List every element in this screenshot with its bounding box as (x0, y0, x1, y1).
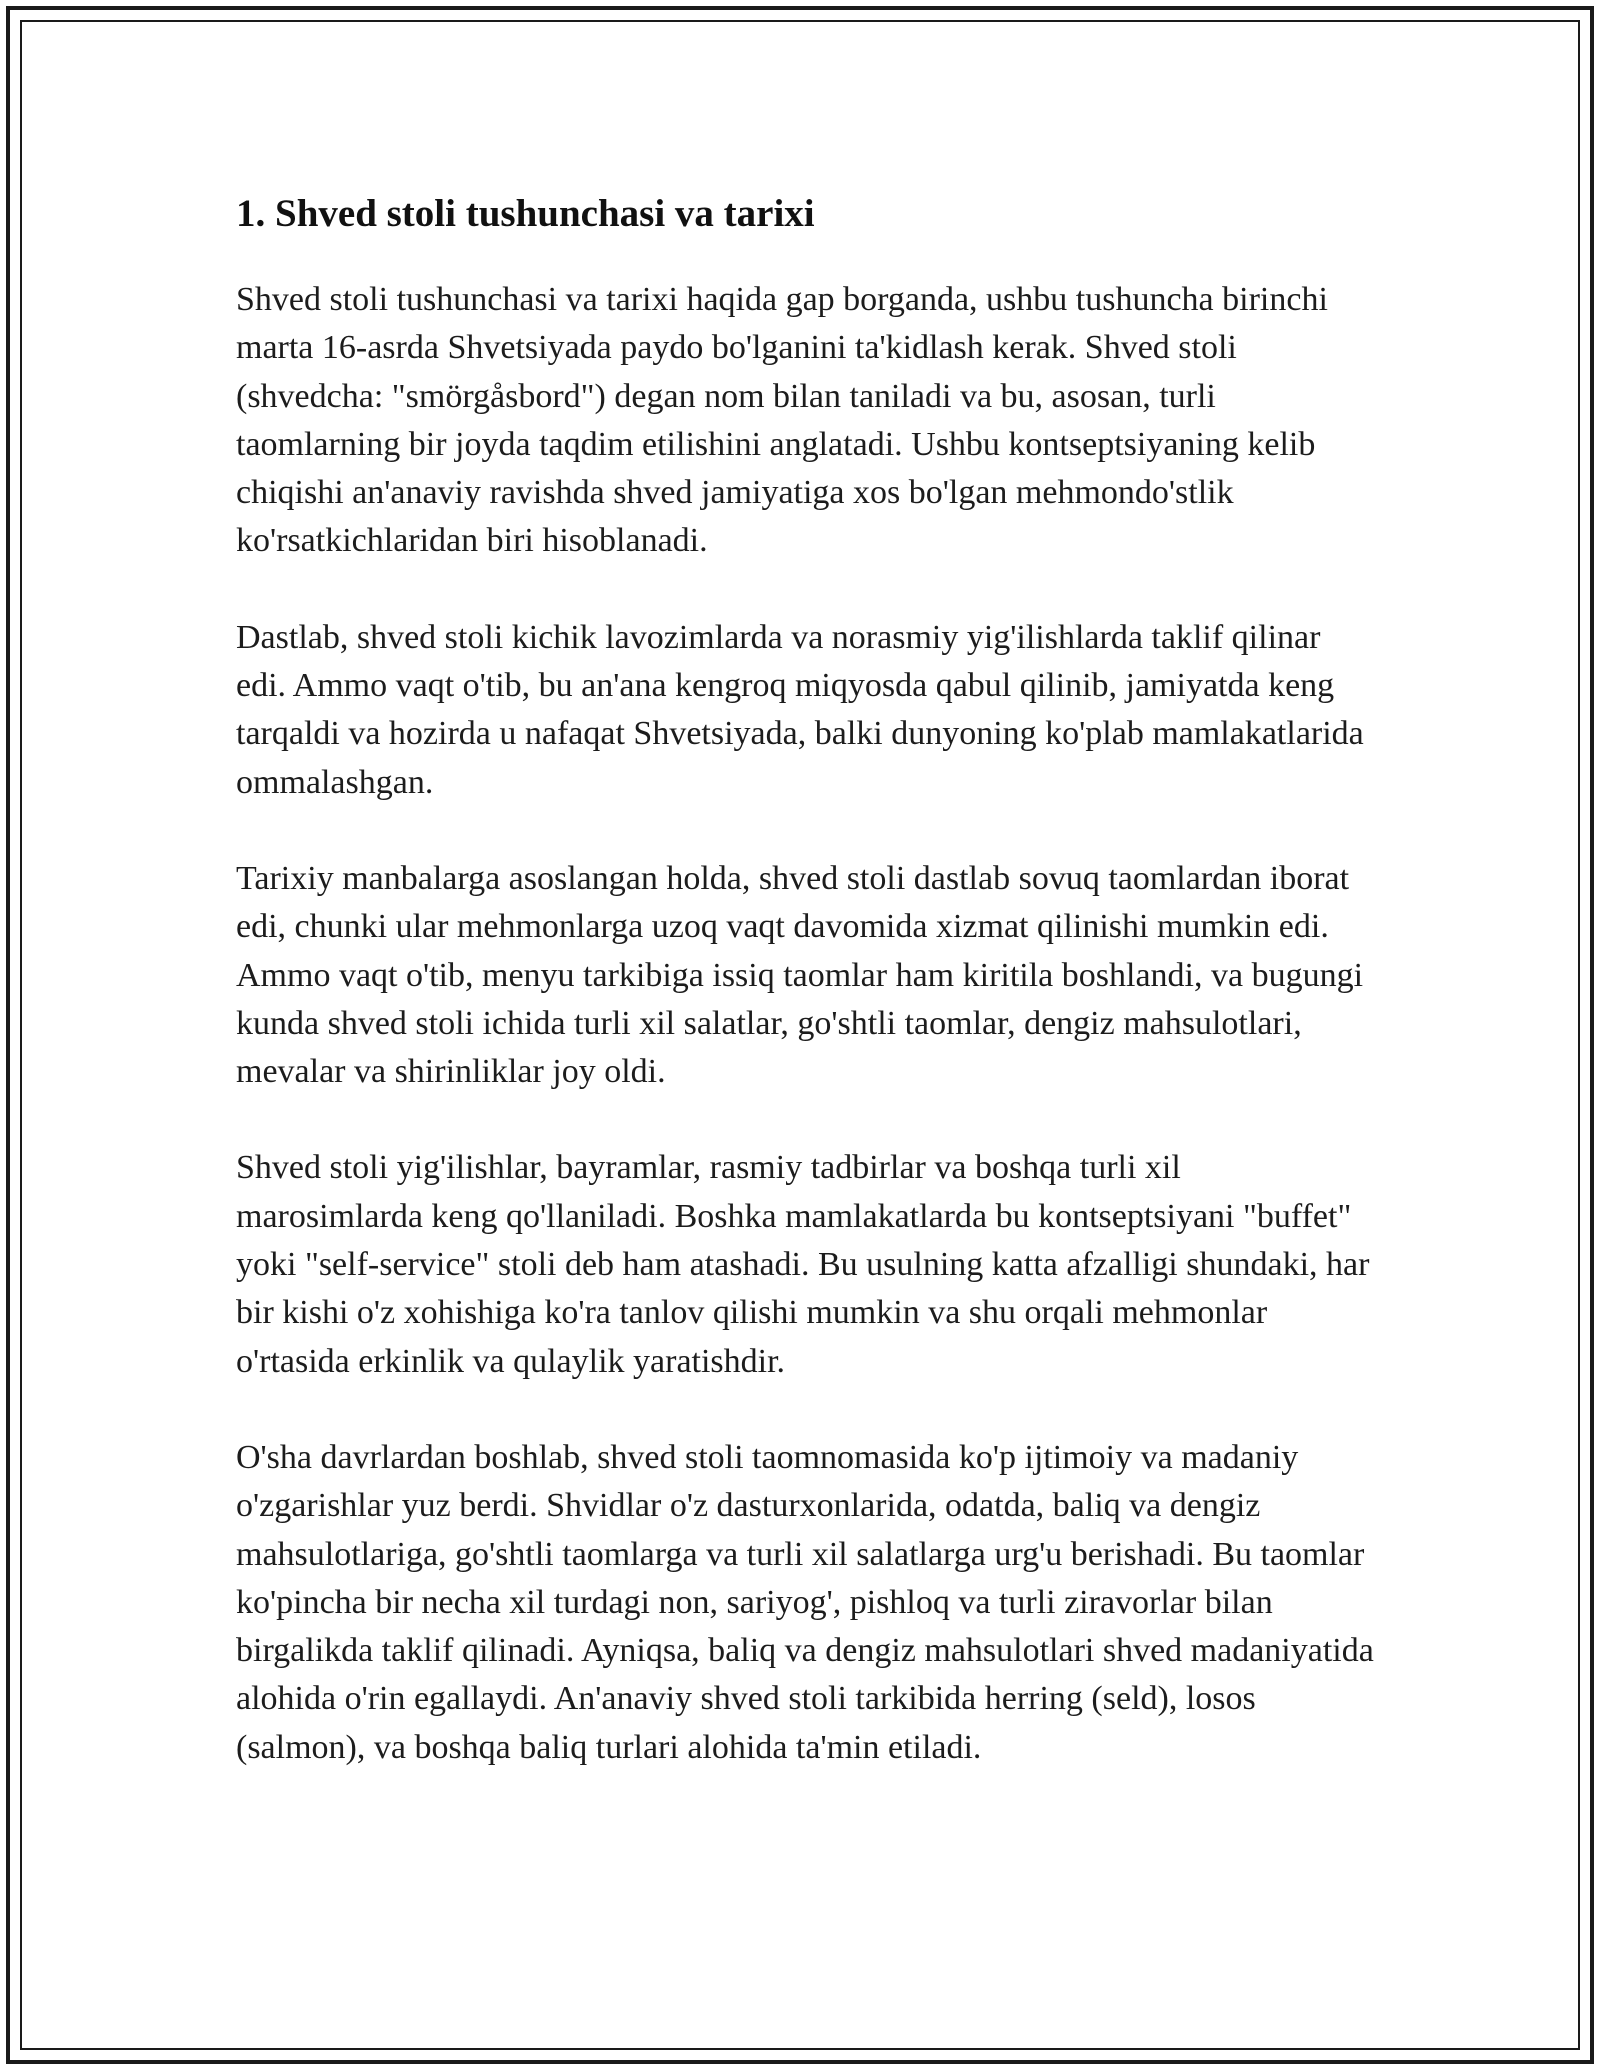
section-heading: 1. Shved stoli tushunchasi va tarixi (236, 192, 815, 235)
paragraph-1: Shved stoli tushunchasi va tarixi haqida gap borganda, ushbu tushuncha birinchi marta 16-asrda Shvetsiyada paydo bo'lganini ta'kidlash kerak. Shved stoli (shvedcha: "smörgåsbord") degan nom bilan taniladi va bu, asosan, turli taomlarning bir joyda taqdim etilishini anglatadi. Ushbu kontseptsiyaning kelib chiqishi an'anaviy ravishda shved jamiyatiga xos bo'lgan mehmondo'stlik ko'rsatkichlaridan biri hisoblanadi. (236, 281, 1328, 560)
document-body (236, 186, 1376, 1820)
paragraph-3: Tarixiy manbalarga asoslangan holda, shved stoli dastlab sovuq taomlardan iborat edi, chunki ular mehmonlarga uzoq vaqt davomida xizmat qilinishi mumkin edi. Ammo vaqt o'tib, menyu tarkibiga issiq taomlar ham kiritila boshlandi, va bugungi kunda shved stoli ichida turli xil salatlar, go'shtli taomlar, dengiz mahsulotlari, mevalar va shirinliklar joy oldi. (236, 859, 1364, 1091)
paragraph-2: Dastlab, shved stoli kichik lavozimlarda va norasmiy yig'ilishlarda taklif qilinar edi. Ammo vaqt o'tib, bu an'ana kengroq miqyosda qabul qilinib, jamiyatda keng tarqaldi va hozirda u nafaqat Shvetsiyada, balki dunyoning ko'plab mamlakatlarida ommalashgan. (236, 618, 1364, 801)
paragraph-4: Shved stoli yig'ilishlar, bayramlar, rasmiy tadbirlar va boshqa turli xil marosimlarda keng qo'llaniladi. Boshka mamlakatlarda bu kontseptsiyani "buffet" yoki "self-service" stoli deb ham atashadi. Bu usulning katta afzalligi shundaki, har bir kishi o'z xohishiga ko'ra tanlov qilishi mumkin va shu orqali mehmonlar o'rtasida erkinlik va qulaylik yaratishdir. (236, 1149, 1370, 1380)
paragraph-5: O'sha davrlardan boshlab, shved stoli taomnomasida ko'p ijtimoiy va madaniy o'zgarishlar yuz berdi. Shvidlar o'z dasturxonlarida, odatda, baliq va dengiz mahsulotlariga, go'shtli taomlarga va turli xil salatlarga urg'u berishadi. Bu taomlar ko'pincha bir necha xil turdagi non, sariyog', pishloq va turli ziravorlar bilan birgalikda taklif qilinadi. Ayniqsa, baliq va dengiz mahsulotlari shved madaniyatida alohida o'rin egallaydi. An'anaviy shved stoli tarkibida herring (seld), losos (salmon), va boshqa baliq turlari alohida ta'min etiladi. (236, 1438, 1374, 1766)
